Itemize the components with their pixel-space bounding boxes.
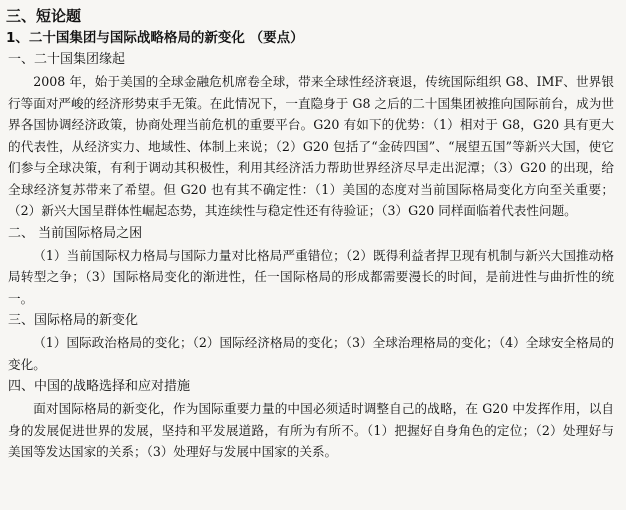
paragraph-china-strategy: 面对国际格局的新变化，作为国际重要力量的中国必须适时调整自己的战略，在 G20 中发挥作用，以自身的发展促进世界的发展，坚持和平发展道路，有所为有所不。（1）把握好自身角色的定位；（2）处理好与美国等发达国家的关系；（3）处理好与发展中国家的关系。	[8, 401, 614, 459]
paragraph-new-changes: （1）国际政治格局的变化；（2）国际经济格局的变化；（3）全球治理格局的变化；（4）全球安全格局的变化。	[8, 335, 614, 372]
heading-dilemma: 二、 当前国际格局之困	[8, 225, 143, 241]
heading-china-strategy: 四、中国的战略选择和应对措施	[8, 379, 191, 394]
paragraph-dilemma: （1）当前国际权力格局与国际力量对比格局严重错位；（2）既得利益者捍卫现有机制与新兴大国推动格局转型之争；（3）国际格局变化的渐进性，任一国际格局的形成都需要漫长的时间，是前进性与曲折性的统一。	[8, 247, 614, 306]
section-title: 三、短论题	[6, 7, 82, 25]
paragraph-origin: 2008 年，始于美国的全球金融危机席卷全球，带来全球性经济衰退，传统国际组织 G8、IMF、世界银行等面对严峻的经济形势束手无策。在此情况下，一直隐身于 G8 之后的二十国集团被推向国际前台，成为世界各国协调经济政策，协商处理当前危机的重要平台。G20 有如下的优势：（1）相对于 G8，G20 具有更大的代表性，从经济实力、地域性、体制上来说；（2）G20 包括了“金砖四国”、“展望五国”等新兴大国，使它们参与全球决策，有利于调动其积极性，利用其经济活力帮助世界经济尽早走出泥潭；（3）G20 的出现，给全球经济复苏带来了希望。但 G20 也有其不确定性：（1）美国的态度对当前国际格局变化方向至关重要；（2）新兴大国呈群体性崛起态势，其连续性与稳定性还有待验证；（3）G20 同样面临着代表性问题。	[8, 74, 614, 218]
heading-origin: 一、二十国集团缘起	[8, 52, 126, 67]
question-title: 1、二十国集团与国际战略格局的新变化 （要点）	[6, 30, 304, 46]
heading-new-changes: 三、国际格局的新变化	[8, 313, 139, 328]
